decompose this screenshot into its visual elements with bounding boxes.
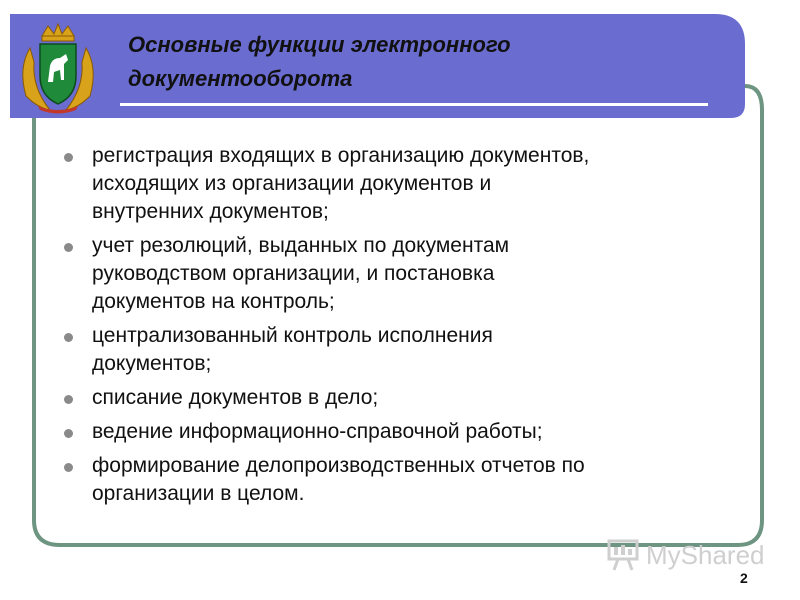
- title-line: Основные функции электронного: [128, 32, 511, 57]
- bullet-text: [92, 142, 744, 226]
- bullet-line: ведение информационно-справочной работы;: [92, 420, 543, 443]
- bullet-line: внутренних документов;: [92, 200, 329, 223]
- bullet-text: [92, 322, 744, 378]
- bullet-line: централизованный контроль исполнения: [92, 324, 493, 347]
- banner-underline: [120, 103, 708, 106]
- bullet-line: документов;: [92, 352, 212, 375]
- bullet-dot-icon: [64, 333, 73, 342]
- bullet-dot-icon: [64, 429, 73, 438]
- slide-title: [128, 28, 688, 96]
- bullet-item: [64, 232, 744, 316]
- bullet-dot-icon: [64, 463, 73, 472]
- bullet-item: [64, 142, 744, 226]
- bullet-text: [92, 418, 744, 446]
- page-number: 2: [740, 570, 748, 586]
- bullet-dot-icon: [64, 243, 73, 252]
- bullet-item: [64, 452, 744, 508]
- bullet-line: руководством организации, и постановка: [92, 262, 495, 285]
- bullet-text: [92, 232, 744, 316]
- bullet-line: организации в целом.: [92, 482, 305, 505]
- bullet-list: [64, 142, 744, 514]
- bullet-line: исходящих из организации документов и: [92, 172, 492, 195]
- title-line: документооборота: [128, 66, 353, 91]
- bullet-line: формирование делопроизводственных отчетов по: [92, 454, 585, 477]
- bullet-item: [64, 418, 744, 446]
- watermark: [606, 538, 766, 572]
- bullet-line: документов на контроль;: [92, 290, 335, 313]
- bullet-text: [92, 384, 744, 412]
- bullet-item: [64, 384, 744, 412]
- watermark-text: MyShared: [646, 540, 765, 570]
- bullet-line: списание документов в дело;: [92, 386, 379, 409]
- bullet-line: регистрация входящих в организацию документов,: [92, 144, 590, 167]
- bullet-item: [64, 322, 744, 378]
- bullet-dot-icon: [64, 395, 73, 404]
- regional-coat-of-arms-icon: [10, 18, 106, 114]
- bullet-dot-icon: [64, 153, 73, 162]
- bullet-text: [92, 452, 744, 508]
- bullet-line: учет резолюций, выданных по документам: [92, 234, 510, 257]
- presentation-board-icon: [606, 538, 642, 572]
